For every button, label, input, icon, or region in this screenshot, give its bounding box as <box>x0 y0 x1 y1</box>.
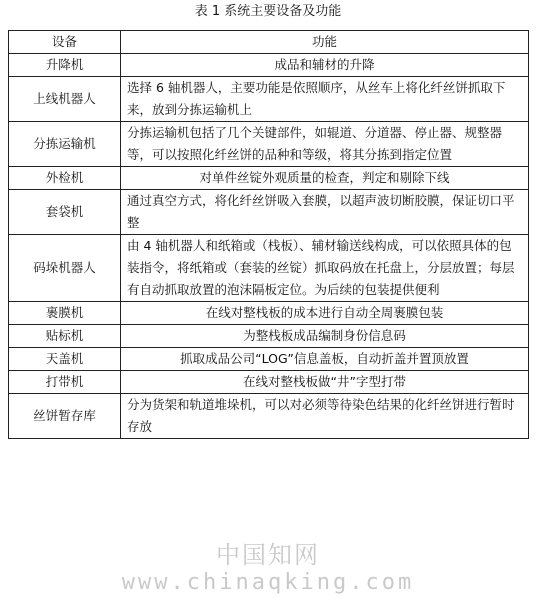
table-row <box>9 122 529 167</box>
table-row <box>9 302 529 325</box>
equipment-table <box>8 30 529 439</box>
function-cell: 选择 6 轴机器人，主要功能是依照顺序，从丝车上将化纤丝饼抓取下来，放到分拣运输机上 <box>121 77 529 122</box>
table-row <box>9 348 529 371</box>
table-row <box>9 167 529 190</box>
table-row <box>9 371 529 394</box>
watermark-site-name: 中国知网 <box>216 541 320 569</box>
header-function: 功能 <box>121 31 529 54</box>
watermark-url: www.chinaqking.com <box>121 570 415 595</box>
function-cell: 在线对整栈板做“井”字型打带 <box>121 371 529 394</box>
table-row <box>9 54 529 77</box>
table-row <box>9 77 529 122</box>
device-cell: 丝饼暂存库 <box>9 394 121 439</box>
function-cell: 通过真空方式，将化纤丝饼吸入套膜，以超声波切断胶膜，保证切口平整 <box>121 190 529 235</box>
function-cell: 分拣运输机包括了几个关键部件，如辊道、分道器、停止器、规整器等，可以按照化纤丝饼的品种和等级，将其分拣到指定位置 <box>121 122 529 167</box>
device-cell: 套袋机 <box>9 190 121 235</box>
device-cell: 天盖机 <box>9 348 121 371</box>
table-row <box>9 190 529 235</box>
device-cell: 升降机 <box>9 54 121 77</box>
function-cell: 成品和辅材的升降 <box>121 54 529 77</box>
function-cell: 对单件丝锭外观质量的检查，判定和剔除下线 <box>121 167 529 190</box>
device-cell: 分拣运输机 <box>9 122 121 167</box>
function-cell: 为整栈板成品编制身份信息码 <box>121 325 529 348</box>
function-cell: 抓取成品公司“LOG”信息盖板，自动折盖并置顶放置 <box>121 348 529 371</box>
device-cell: 打带机 <box>9 371 121 394</box>
header-device: 设备 <box>9 31 121 54</box>
device-cell: 外检机 <box>9 167 121 190</box>
table-header-row <box>9 31 529 54</box>
function-cell: 由 4 轴机器人和纸箱或（栈板）、辅材输送线构成，可以依照具体的包装指令，将纸箱或（套装的丝锭）抓取码放在托盘上，分层放置；每层有自动抓取放置的泡沫隔板定位。为后续的包装提供便利 <box>121 235 529 302</box>
device-cell: 裹膜机 <box>9 302 121 325</box>
table-caption: 表 1 系统主要设备及功能 <box>194 4 342 19</box>
function-cell: 在线对整栈板的成本进行自动全周裹膜包装 <box>121 302 529 325</box>
table-row <box>9 325 529 348</box>
device-cell: 贴标机 <box>9 325 121 348</box>
device-cell: 上线机器人 <box>9 77 121 122</box>
table-row <box>9 235 529 302</box>
function-cell: 分为货架和轨道堆垛机，可以对必须等待染色结果的化纤丝饼进行暂时存放 <box>121 394 529 439</box>
table-row <box>9 394 529 439</box>
device-cell: 码垛机器人 <box>9 235 121 302</box>
